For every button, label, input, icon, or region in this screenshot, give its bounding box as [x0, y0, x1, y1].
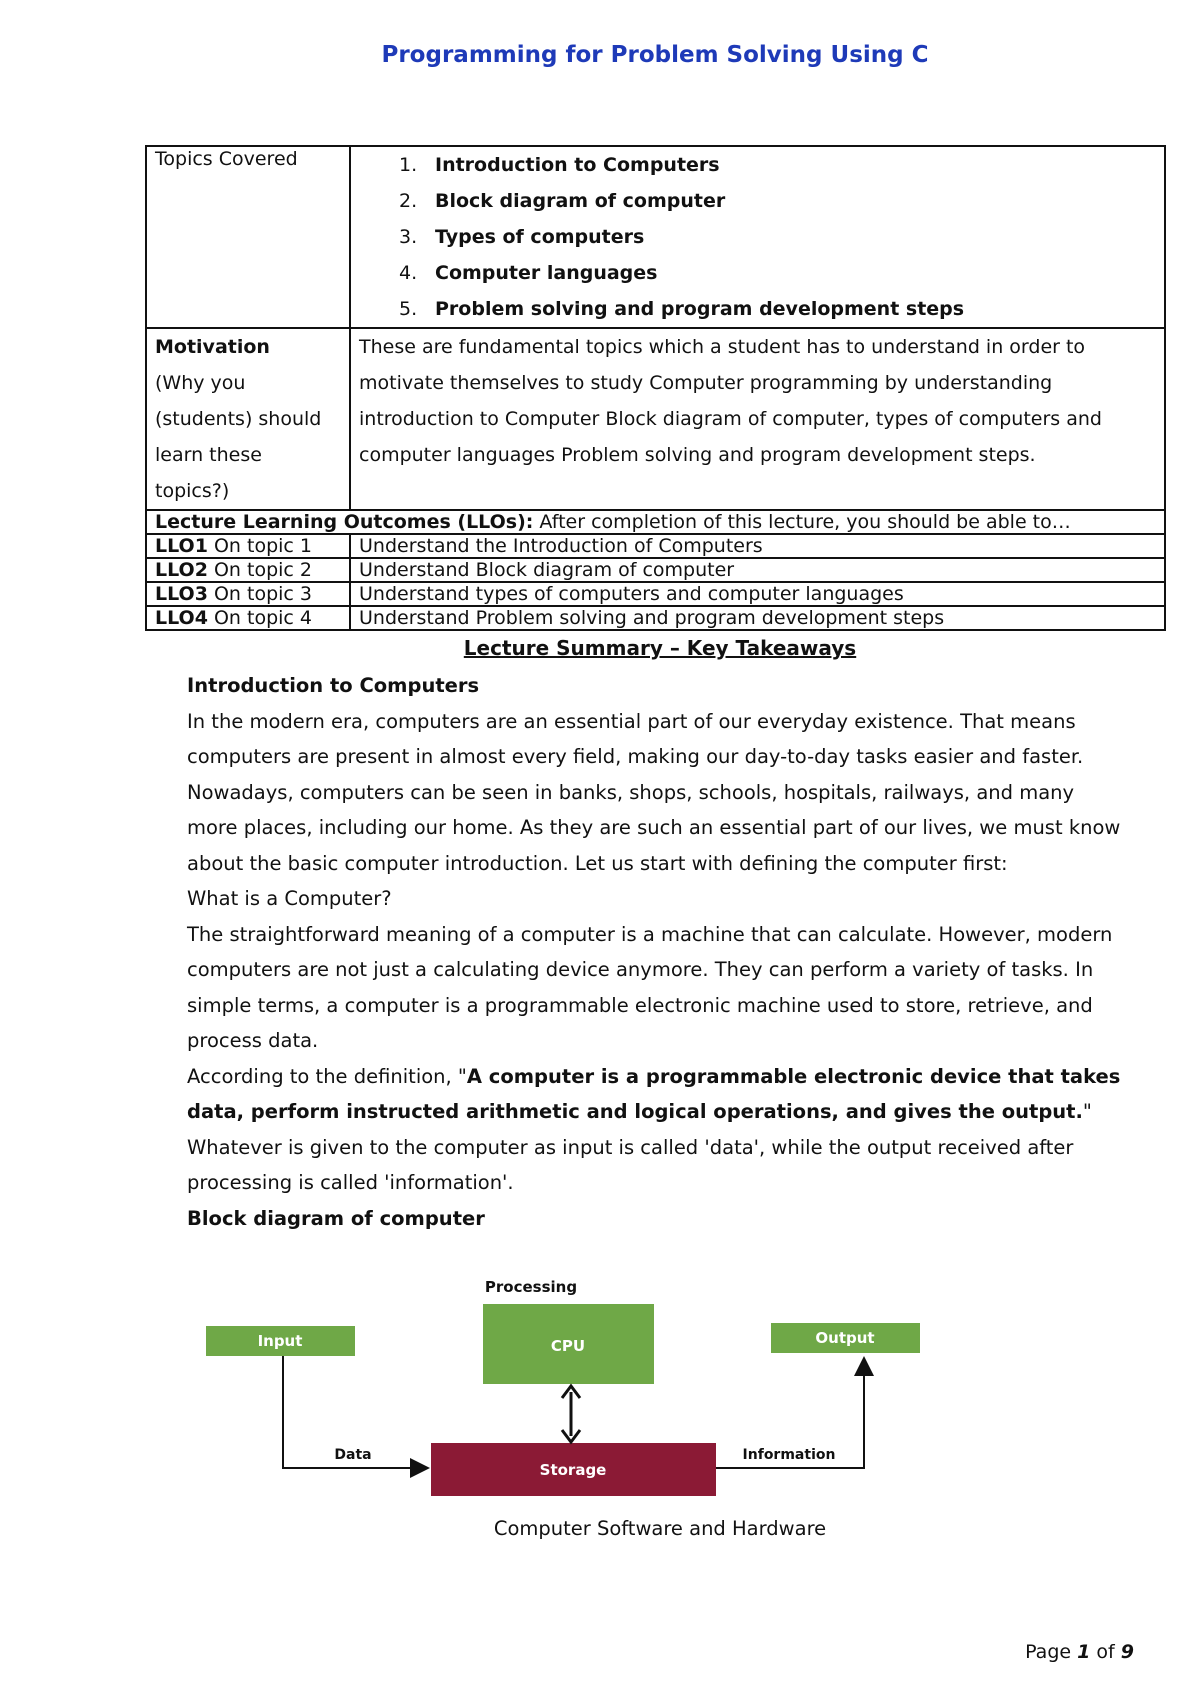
llo-text: Understand Block diagram of computer [350, 558, 1165, 582]
motivation-label: Motivation [155, 336, 270, 358]
llo-id: LLO2 On topic 2 [146, 558, 350, 582]
llo-id: LLO1 On topic 1 [146, 534, 350, 558]
llo-id: LLO4 On topic 4 [146, 606, 350, 630]
processing-label: Processing [484, 1278, 578, 1296]
document-title: Programming for Problem Solving Using C [381, 42, 929, 68]
summary-heading: Lecture Summary – Key Takeaways [463, 636, 857, 660]
input-label: Input [257, 1332, 303, 1350]
llo-id: LLO3 On topic 3 [146, 582, 350, 606]
motivation-text: These are fundamental topics which a student has to understand in order to motivate themselves to study Computer programming by understanding introduction to Computer Block diagram of computer, types of computers and computer languages Problem solving and program development steps. [350, 328, 1165, 510]
llo-text: Understand Problem solving and program development steps [350, 606, 1165, 630]
llo-text: Understand the Introduction of Computers [350, 534, 1165, 558]
block-diagram-title: Block diagram of computer [187, 1206, 485, 1230]
llo-header: Lecture Learning Outcomes (LLOs): After completion of this lecture, you should be able to… [146, 510, 1165, 534]
topic-item: 3. Types of computers [399, 226, 645, 248]
llo-text: Understand types of computers and computer languages [350, 582, 1165, 606]
topic-item: 2. Block diagram of computer [399, 190, 726, 212]
cpu-label: CPU [550, 1337, 586, 1355]
data-label: Data [334, 1447, 372, 1463]
topics-list [359, 147, 1156, 327]
storage-label: Storage [539, 1461, 607, 1479]
definition-paragraph: According to the definition, "A computer is a programmable electronic device that takes data, perform instructed arithmetic and logical operations, and gives the output." [187, 1064, 1121, 1123]
what-is-computer: What is a Computer? [187, 887, 392, 910]
data-information-paragraph: Whatever is given to the computer as input is called 'data', while the output received after processing is called 'information'. [187, 1135, 1074, 1194]
meaning-paragraph: The straightforward meaning of a computer is a machine that can calculate. However, modern computers are not just a calculating device anymore. They can perform a variety of tasks. In simple terms, a computer is a programmable electronic machine used to store, retrieve, and process data. [187, 922, 1113, 1052]
topics-label: Topics Covered [146, 146, 350, 328]
summary-body [187, 668, 1127, 1236]
output-label: Output [815, 1329, 875, 1347]
topic-item: 4. Computer languages [399, 262, 658, 284]
topic-item: 5. Problem solving and program development steps [399, 298, 965, 320]
information-label: Information [742, 1447, 836, 1463]
motivation-sublabel: (Why you (students) should learn these topics?) [155, 372, 322, 502]
motivation-label-cell [146, 328, 350, 510]
page-footer: Page 1 of 9 [1025, 1641, 1134, 1663]
lecture-info-table [145, 145, 1166, 631]
block-diagram [200, 1272, 940, 1504]
figure-caption: Computer Software and Hardware [493, 1517, 827, 1540]
intro-paragraph: In the modern era, computers are an essential part of our everyday existence. That means computers are present in almost every field, making our day-to-day tasks easier and faster. Nowadays, computers can be seen in banks, shops, schools, hospitals, railways, and many more places, including our home. As they are such an essential part of our lives, we must know about the basic computer introduction. Let us start with defining the computer first: [187, 709, 1121, 875]
topic-item: 1. Introduction to Computers [399, 154, 720, 176]
intro-title: Introduction to Computers [187, 674, 480, 697]
topics-cell [350, 146, 1165, 328]
